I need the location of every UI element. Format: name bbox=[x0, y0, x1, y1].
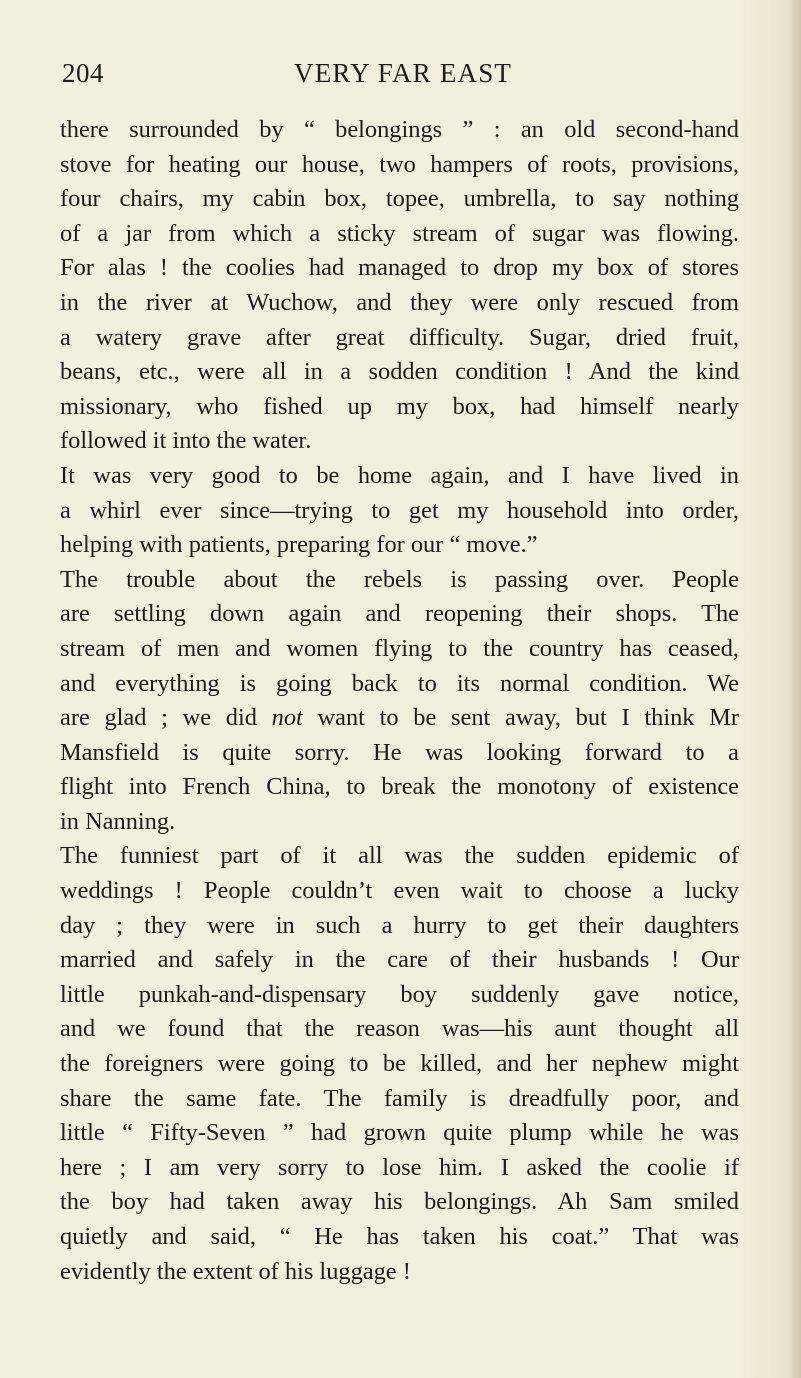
text-line: For alas ! the coolies had managed to drop my box of stores bbox=[60, 254, 739, 282]
running-head: VERY FAR EAST bbox=[294, 58, 513, 88]
text-line: here ; I am very sorry to lose him. I asked the coolie if bbox=[60, 1153, 739, 1181]
text-line: and everything is going back to its normal condition. We bbox=[60, 669, 739, 697]
text-line: the boy had taken away his belongings. Ah Sam smiled bbox=[60, 1188, 739, 1216]
text-line: the foreigners were going to be killed, and her nephew might bbox=[60, 1050, 739, 1078]
text-line: Mansfield is quite sorry. He was looking forward to a bbox=[60, 738, 739, 766]
text-line: beans, etc., were all in a sodden condition ! And the kind bbox=[60, 358, 739, 386]
text-line: a watery grave after great difficulty. Sugar, dried fruit, bbox=[60, 323, 739, 351]
text-line: are settling down again and reopening their shops. The bbox=[60, 600, 739, 628]
text-line: little “ Fifty-Seven ” had grown quite plump while he was bbox=[60, 1119, 739, 1147]
text-line: flight into French China, to break the monotony of existence bbox=[60, 773, 739, 801]
text-line: married and safely in the care of their husbands ! Our bbox=[60, 946, 739, 974]
text-fragment: want to be sent away, but I think Mr bbox=[317, 704, 739, 732]
text-line: helping with patients, preparing for our “ move.” bbox=[60, 531, 538, 559]
text-line: share the same fate. The family is dreadfully poor, and bbox=[60, 1084, 739, 1112]
text-line: followed it into the water. bbox=[60, 427, 312, 455]
text-line: The trouble about the rebels is passing over. People bbox=[60, 565, 739, 593]
text-line: of a jar from which a sticky stream of sugar was flowing. bbox=[60, 219, 739, 247]
text-line: in Nanning. bbox=[60, 807, 176, 835]
text-line: It was very good to be home again, and I have lived in bbox=[60, 461, 739, 489]
text-line bbox=[60, 701, 739, 736]
text-line: little punkah-and-dispensary boy suddenly gave notice, bbox=[60, 980, 739, 1008]
text-line: a whirl ever since—trying to get my household into order, bbox=[60, 496, 739, 524]
text-line: evidently the extent of his luggage ! bbox=[60, 1257, 411, 1285]
text-line: four chairs, my cabin box, topee, umbrella, to say nothing bbox=[60, 185, 739, 213]
emphasized-word: not bbox=[271, 704, 303, 732]
text-line: stream of men and women flying to the country has ceased, bbox=[60, 634, 739, 662]
text-line: stove for heating our house, two hampers of roots, provisions, bbox=[60, 150, 739, 178]
text-line: weddings ! People couldn’t even wait to choose a lucky bbox=[60, 877, 739, 905]
text-line: The funniest part of it all was the sudden epidemic of bbox=[60, 842, 739, 870]
text-line: day ; they were in such a hurry to get their daughters bbox=[60, 911, 739, 939]
page-number: 204 bbox=[62, 58, 104, 88]
text-line: missionary, who fished up my box, had himself nearly bbox=[60, 392, 739, 420]
text-line: quietly and said, “ He has taken his coat.” That was bbox=[60, 1223, 739, 1250]
body-text bbox=[60, 113, 739, 1289]
text-line: there surrounded by “ belongings ” : an old second-hand bbox=[60, 116, 739, 143]
text-fragment: are glad ; we did bbox=[60, 704, 257, 732]
page-header bbox=[62, 58, 752, 98]
text-line: and we found that the reason was—his aunt thought all bbox=[60, 1015, 739, 1043]
text-line: in the river at Wuchow, and they were only rescued from bbox=[60, 288, 739, 316]
page-edge-shadow bbox=[787, 0, 801, 1378]
